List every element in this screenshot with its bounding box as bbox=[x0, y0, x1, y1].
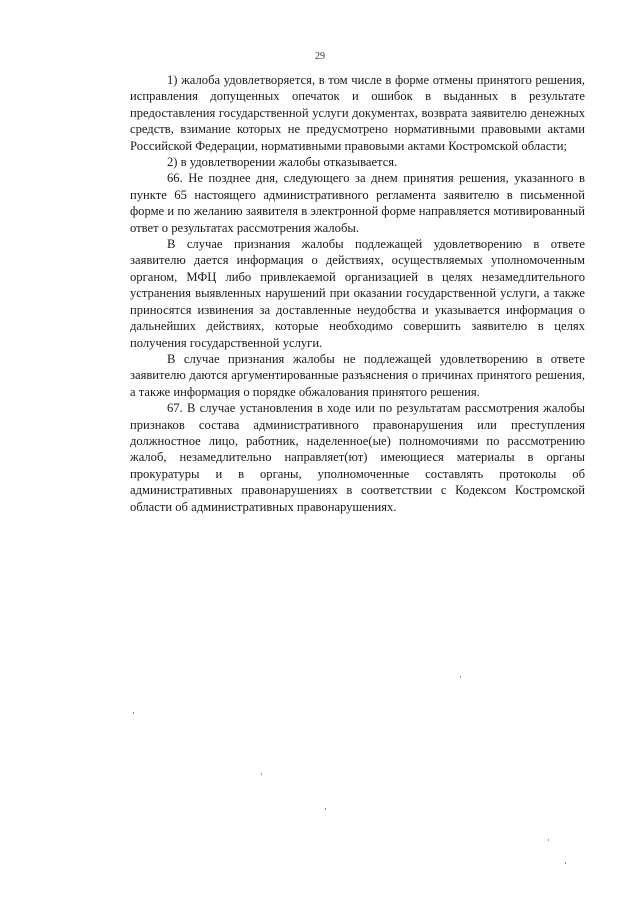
document-body bbox=[130, 72, 585, 515]
paragraph-satisfied: В случае признания жалобы подлежащей удовлетворению в ответе заявителю дается информация о действиях, осуществляемых уполномоченным органом, МФЦ либо привлекаемой организацией в целях незамедлительного устранения выявленных нарушений при оказании государственной услуги, а также приносятся извинения за доставленные неудобства и указывается информация о дальнейших действиях, которые необходимо совершить заявителю в целях получения государственной услуги. bbox=[130, 237, 585, 350]
scan-speck bbox=[325, 808, 326, 810]
scan-speck bbox=[548, 839, 549, 841]
page-number: 29 bbox=[315, 51, 325, 62]
scan-speck bbox=[460, 676, 461, 678]
scan-speck bbox=[133, 712, 134, 714]
paragraph-not-satisfied: В случае признания жалобы не подлежащей удовлетворению в ответе заявителю даются аргументированные разъяснения о причинах принятого решения, а также информация о порядке обжалования принятого решения. bbox=[130, 351, 585, 399]
paragraph-66: 66. Не позднее дня, следующего за днем принятия решения, указанного в пункте 65 настоящего административного регламента заявителю в письменной форме и по желанию заявителя в электронной форме направляется мотивированный ответ о результатах рассмотрения жалобы. bbox=[130, 171, 585, 235]
paragraph-2: 2) в удовлетворении жалобы отказывается. bbox=[167, 155, 398, 170]
scan-speck bbox=[261, 773, 262, 775]
paragraph-67: 67. В случае установления в ходе или по результатам рассмотрения жалобы признаков состава административного правонарушения или преступления должностное лицо, работник, наделенное(ые) полномочиями по рассмотрению жалоб, незамедлительно направляет(ют) имеющиеся материалы в органы прокуратуры и в органы, уполномоченные составлять протоколы об административных правонарушениях в соответствии с Кодексом Костромской области об административных правонарушениях. bbox=[130, 401, 585, 514]
paragraph-1: 1) жалоба удовлетворяется, в том числе в форме отмены принятого решения, исправления допущенных опечаток и ошибок в выданных в результате предоставления государственной услуги документах, возврата заявителю денежных средств, взимание которых не предусмотрено нормативными правовыми актами Российской Федерации, нормативными правовыми актами Костромской области; bbox=[130, 73, 585, 153]
scan-speck bbox=[565, 862, 566, 864]
